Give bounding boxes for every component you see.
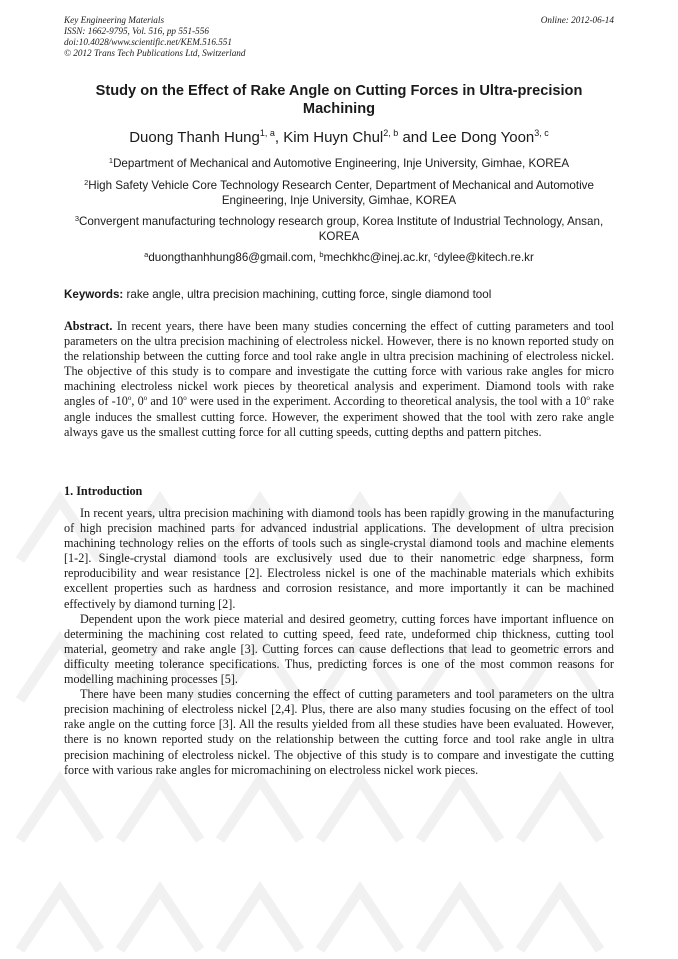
affiliation-text: Convergent manufacturing technology research group, Korea Institute of Industrial Technology, Ansan, KOREA: [78, 215, 604, 243]
affiliation-mark: 1: [108, 156, 114, 165]
author-affiliation-mark: 2, b: [383, 128, 399, 138]
email-mark: b: [319, 250, 324, 259]
abstract-text: , 0: [131, 394, 144, 409]
author-name: Lee Dong Yoon: [431, 129, 535, 146]
keywords: [64, 287, 616, 302]
author-list: [40, 129, 638, 147]
paragraph: In recent years, ultra precision machining with diamond tools has been rapidly growing in the manufacturing of high precision machined parts for advanced industrial applications. The development of ultra precision machining technology relies on the efforts of tools such as single-crystal diamond tools and machine elements [1-2]. Single-crystal diamond tools are exclusively used due to their nanometric edge sharpness, form reproducibility and wear resistance [2]. Electroless nickel is one of the machinable materials which exhibits excellent properties such as hardness and corrosion resistance, and more importantly it can be machined effectively by diamond turning [2].: [64, 506, 614, 611]
email-mark: c: [433, 250, 438, 259]
abstract-text: rake angle induces the smallest cutting force. However, the experiment showed that the tool with zero rake angle always gave us the smallest cutting force for all cutting speeds, cutting depths and pattern pitches.: [64, 394, 614, 439]
author-affiliation-mark: 3, c: [534, 128, 549, 138]
journal-doi: doi:10.4028/www.scientific.net/KEM.516.551: [64, 37, 232, 47]
section-heading-introduction: 1. Introduction: [64, 484, 143, 498]
journal-issn: ISSN: 1662-9795, Vol. 516, pp 551-556: [64, 26, 209, 36]
abstract-text: and 10: [147, 394, 184, 409]
paragraph: Dependent upon the work piece material and desired geometry, cutting forces have important influence on determining the machining cost related to cutting speed, feed rate, undeformed chip thickness, cutting tool material, geometry and rake angle [3]. Cutting forces can cause deflections that lead to geometric errors and difficulty meeting tolerance specifications. Thus, predicting forces is one of the most common reasons for modelling machining processes [5].: [64, 611, 614, 687]
journal-header: [64, 15, 364, 59]
degree-sign: o: [183, 394, 187, 403]
affiliation-mark: 2: [84, 178, 89, 187]
affiliation-text: High Safety Vehicle Core Technology Research Center, Department of Mechanical and Automotive Engineering, Inje University, Gimhae, KOREA: [88, 179, 594, 207]
author-emails: $^a$duongthanhhung86@gmail.com, $^b$mechkhc@inej.ac.kr, $^c$dylee@kitech.re.kr: [144, 250, 534, 264]
abstract: [64, 319, 614, 440]
author-separator: and: [398, 129, 432, 146]
paragraph: There have been many studies concerning the effect of cutting parameters and tool parameters on the ultra precision machining of electroless nickel [2,4]. Plus, there are also many studies focusing on the effect of tool rake angle on the cutting force [3]. All the results yielded from all these studies have been evaluated. However, there is no known reported study on the relationship between the cutting force and tool rake angle in ultra precision machining of electroless nickel. The objective of this study is to compare and investigate the cutting force with various rake angles for micromachining on electroless nickel work pieces.: [64, 687, 614, 777]
paper-title: Study on the Effect of Rake Angle on Cutting Forces in Ultra-precision Machining: [95, 83, 583, 117]
affiliation-mark: 3: [74, 214, 79, 223]
degree-sign: o: [143, 394, 148, 403]
abstract-label: Abstract.: [64, 319, 113, 333]
degree-sign: o: [127, 394, 132, 403]
online-date: Online: 2012-06-14: [540, 15, 614, 25]
abstract-text: In recent years, there have been many studies concerning the effect of cutting parameters and tool parameters on the ultra precision machining of electroless nickel. However, there is no known reported study on the relationship between the cutting force and tool rake angle in ultra precision machining of electroless nickel. The objective of this study is to compare and investigate the cutting force with various rake angles for micro machining electroless nickel work pieces by theoretical analysis and experiment. Diamond tools with rake angles of -10: [64, 319, 615, 409]
journal-name: Key Engineering Materials: [64, 15, 165, 25]
author-affiliation-mark: 1, a: [259, 128, 275, 138]
keywords-text: rake angle, ultra precision machining, cutting force, single diamond tool: [126, 288, 492, 301]
author-name: Duong Thanh Hung: [129, 129, 260, 146]
email-address[interactable]: mechkhc@inej.ac.kr: [323, 251, 428, 264]
introduction-body: [64, 506, 614, 778]
email-address[interactable]: duongthanhhung86@gmail.com: [148, 251, 313, 264]
abstract-text: were used in the experiment. According to theoretical analysis, the tool with a 10: [186, 394, 587, 409]
affiliation-text: Department of Mechanical and Automotive Engineering, Inje University, Gimhae, KOREA: [113, 157, 570, 170]
keywords-label: Keywords:: [64, 288, 124, 301]
affiliation: [62, 178, 616, 208]
affiliation: [62, 214, 616, 244]
author-separator: ,: [274, 129, 284, 146]
email-address[interactable]: dylee@kitech.re.kr: [437, 251, 534, 264]
degree-sign: o: [586, 394, 590, 403]
journal-copyright: © 2012 Trans Tech Publications Ltd, Switzerland: [64, 48, 246, 58]
affiliation: [62, 156, 616, 171]
email-mark: a: [144, 250, 149, 259]
author-name: Kim Huyn Chul: [283, 129, 384, 146]
